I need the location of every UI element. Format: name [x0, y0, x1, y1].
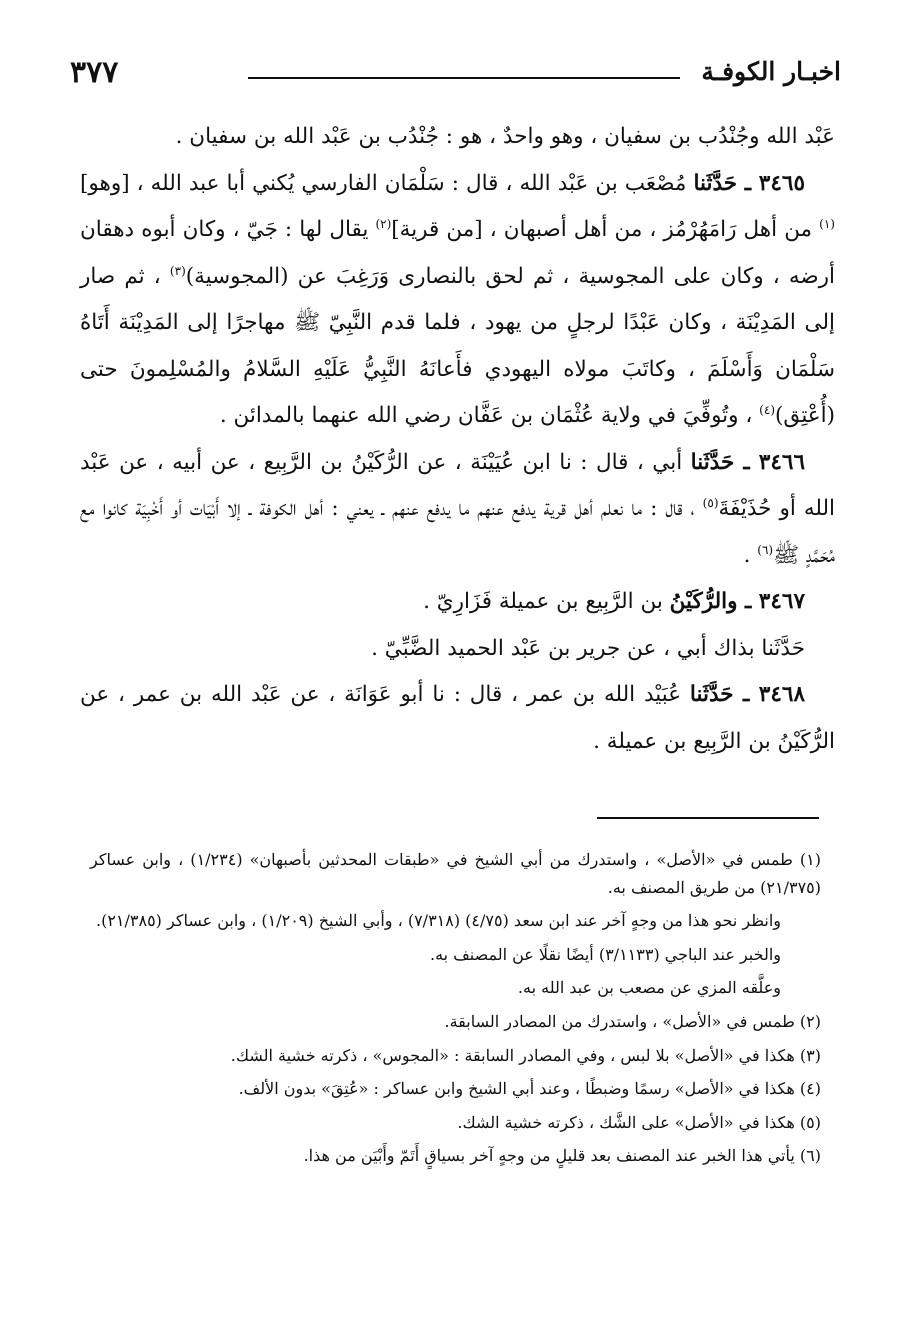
- footnote-ref[interactable]: (٤): [759, 402, 775, 417]
- hadith-number: ٣٤٦٧ ـ والرُّكَيْنُ: [669, 589, 805, 614]
- paragraph-text: بن الرَّبِيع بن عميلة فَزَارِيّ .: [423, 589, 663, 614]
- hadith-number: ٣٤٦٦ ـ حَدَّثَنا: [690, 449, 805, 475]
- main-text: [80, 114, 835, 765]
- hadith-3467: [80, 579, 835, 626]
- paragraph-continuation: [80, 114, 835, 161]
- paragraph-text: ، ثم صار إلى المَدِيْنَة ، وكان عَبْدًا لرجلٍ من يهود ، فلما قدم النَّبِيّ ﷺ مهاجرًا إلى المَدِيْنَة أَتَاهُ سَلْمَان وَأَسْلَمَ ، وكاتَبَ مولاه اليهودي فأَعانَهُ النَّبِيُّ عَلَيْهِ السَّلامُ والمُسْلِمونَ حتى (أُعْتِق): [80, 263, 835, 428]
- footnote-1-note: وعلَّقه المزي عن مصعب بن عبد الله به.: [517, 978, 781, 998]
- paragraph-text: من أهل رَامَهُرْمُز ، من أهل أصبهان ، [من قرية]: [391, 217, 813, 242]
- hadith-3466: [80, 440, 835, 580]
- footnote-6: (٦) يأتي هذا الخبر عند المصنف بعد قليلٍ من وجهٍ آخر بسياقٍ أَتَمّ وأَبْيَن من هذا.: [303, 1146, 821, 1166]
- paragraph-text: حَدَّثَنا بذاك أبي ، عن جرير بن عَبْد الحميد الضَّبِّيّ .: [371, 635, 805, 661]
- footnote-4: (٤) هكذا في «الأصل» رسمًا وضبطًا ، وعند أبي الشيخ وابن عساكر : «عُتِقَ» بدون الألف.: [238, 1079, 821, 1099]
- page-header: [70, 55, 841, 91]
- footnotes: [90, 846, 821, 1176]
- footnote-ref[interactable]: (١): [819, 216, 835, 231]
- page-number: ٣٧٧: [70, 55, 119, 90]
- paragraph-text: عَبْد الله وجُنْدُب بن سفيان ، وهو واحدٌ ، هو : جُنْدُب بن عَبْد الله بن سفيان .: [175, 124, 835, 149]
- footnote-ref[interactable]: (٦): [757, 542, 774, 557]
- footnote-3: (٣) هكذا في «الأصل» بلا لبس ، وفي المصادر السابقة : «المجوس» ، ذكرته خشية الشك.: [230, 1045, 821, 1065]
- hadith-3468: [80, 672, 835, 765]
- footnote-ref[interactable]: (٢): [375, 216, 392, 231]
- paragraph-text: أبي ، قال : نا ابن عُيَيْنَة ، عن الرُّكَيْنُ بن الرَّبِيع ، عن أبيه ، عن عَبْد الله أو حُذَيْفَةَ: [80, 449, 836, 521]
- paragraph-text: يقال لها : جَيّ ، وكان أبوه دهقان أرضه ، وكان على المجوسية ، ثم لحق بالنصارى وَرَغِبَ عن (المجوسية): [80, 217, 836, 289]
- footnote-1-note: وانظر نحو هذا من وجهٍ آخر عند ابن سعد (٤/٧٥) (٧/٣١٨) ، وأبي الشيخ (١/٢٠٩) ، وابن عساكر (٢١/٣٨٥).: [95, 911, 781, 931]
- paragraph-text: عُبَيْد الله بن عمر ، قال : نا أبو عَوَانَة ، عن عَبْد الله بن عمر ، عن الرُّكَيْنُ بن الرَّبِيع بن عميلة .: [80, 682, 835, 754]
- hadith-number: ٣٤٦٨ ـ حَدَّثَنا: [689, 682, 805, 707]
- paragraph-text: ، قال : ما نعلم أهل قرية يدفع عنهم ما يدفع عنهم ـ يعني : أهل الكوفة ـ إلا أَبْيَات أو أَخْبِيَة كانوا مع مُحَمَّدٍ ﷺ: [80, 496, 835, 568]
- hadith-3465: [80, 161, 835, 440]
- paragraph-text: ، وتُوفِّيَ في ولاية عُثْمَان بن عَفَّان رضي الله عنهما بالمدائن .: [219, 403, 753, 428]
- paragraph-text: مُصْعَب بن عَبْد الله ، قال : سَلْمَان الفارسي يُكني أبا عبد الله ، [وهو]: [80, 170, 687, 196]
- footnote-2: (٢) طمس في «الأصل» ، واستدرك من المصادر السابقة.: [444, 1011, 821, 1031]
- footnote-1-note: والخبر عند الباجي (٣/١١٣٣) أيضًا نقلًا عن المصنف به.: [429, 944, 781, 964]
- running-title: اخبـار الكوفـة: [701, 57, 841, 86]
- footnote-5: (٥) هكذا في «الأصل» على الشَّك ، ذكرته خشية الشك.: [457, 1112, 821, 1132]
- hadith-number: ٣٤٦٥ ـ حَدَّثَنا: [693, 170, 805, 196]
- footnote-1: (١) طمس في «الأصل» ، واستدرك من أبي الشيخ في «طبقات المحدثين بأصبهان» (١/٢٣٤) ، وابن عساكر (٢١/٣٧٥) من طريق المصنف به.: [90, 850, 822, 897]
- header-rule: [248, 77, 680, 79]
- paragraph-text: .: [743, 542, 751, 568]
- footnote-ref[interactable]: (٥): [702, 495, 719, 510]
- footnote-separator: [597, 817, 819, 819]
- footnote-ref[interactable]: (٣): [169, 263, 186, 278]
- isnad-line: [80, 626, 835, 673]
